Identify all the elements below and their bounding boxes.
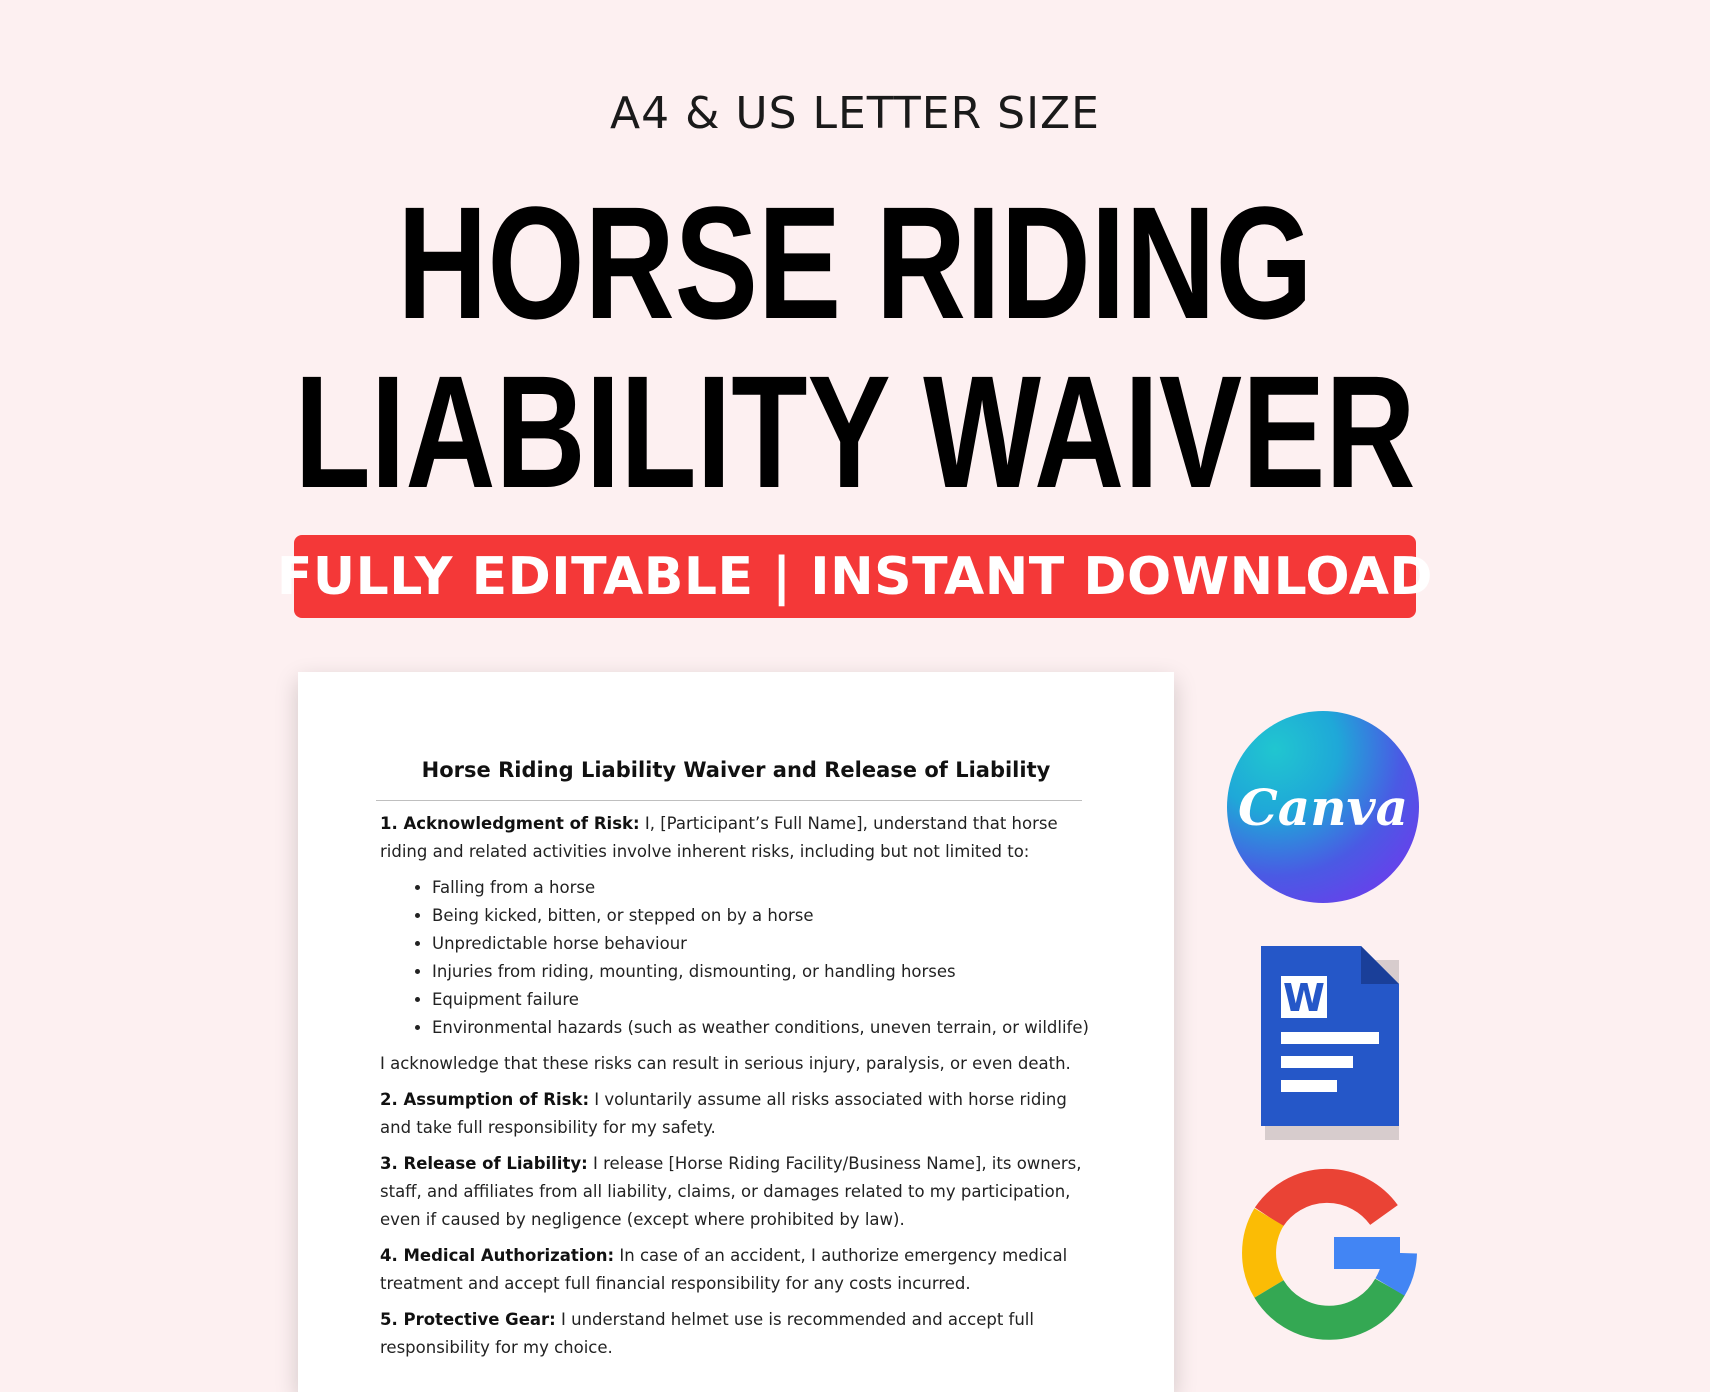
feature-banner-text: FULLY EDITABLE | INSTANT DOWNLOAD bbox=[276, 546, 1434, 607]
section-1-heading: 1. Acknowledgment of Risk: bbox=[380, 814, 640, 833]
section-5-text: I understand helmet use is recommended and accept full responsibility for my choice. bbox=[380, 1310, 1034, 1357]
word-document-icon bbox=[1261, 946, 1401, 1142]
title-line-2: LIABILITY WAIVER bbox=[294, 342, 1416, 521]
section-4-heading: 4. Medical Authorization: bbox=[380, 1246, 615, 1265]
section-2-text: I voluntarily assume all risks associated with horse riding and take full responsibility for my safety. bbox=[380, 1090, 1067, 1137]
document-body bbox=[380, 810, 1090, 1370]
section-3-heading: 3. Release of Liability: bbox=[380, 1154, 588, 1173]
list-item: • Falling from a horse bbox=[432, 874, 1090, 902]
section-4 bbox=[380, 1242, 1090, 1298]
google-logo-icon bbox=[1240, 1163, 1420, 1343]
section-1-text: I, [Participant’s Full Name], understand that horse riding and related activities involve inherent risks, including but not limited to: bbox=[380, 814, 1058, 861]
canva-logo-icon bbox=[1227, 711, 1419, 903]
section-2-heading: 2. Assumption of Risk: bbox=[380, 1090, 590, 1109]
section-1 bbox=[380, 810, 1090, 866]
subtitle: A4 & US LETTER SIZE bbox=[609, 88, 1100, 139]
feature-banner bbox=[276, 535, 1434, 618]
document-preview bbox=[298, 672, 1174, 1392]
document-title: Horse Riding Liability Waiver and Release of Liability bbox=[421, 758, 1051, 782]
list-item: • Injuries from riding, mounting, dismounting, or handling horses bbox=[432, 958, 1090, 986]
acknowledgment-text: I acknowledge that these risks can result in serious injury, paralysis, or even death. bbox=[380, 1054, 1071, 1073]
list-item: • Equipment failure bbox=[432, 986, 1090, 1014]
section-5-heading: 5. Protective Gear: bbox=[380, 1310, 556, 1329]
list-item: • Being kicked, bitten, or stepped on by a horse bbox=[432, 902, 1090, 930]
canva-logo-label: Canva bbox=[1238, 777, 1408, 837]
section-3 bbox=[380, 1150, 1090, 1234]
section-2 bbox=[380, 1086, 1090, 1142]
list-item: • Environmental hazards (such as weather conditions, uneven terrain, or wildlife) bbox=[432, 1014, 1090, 1042]
word-letter: W bbox=[1283, 976, 1325, 1020]
section-5 bbox=[380, 1306, 1090, 1362]
title-line-1: HORSE RIDING bbox=[397, 173, 1313, 352]
section-4-text: In case of an accident, I authorize emergency medical treatment and accept full financial responsibility for any costs incurred. bbox=[380, 1246, 1068, 1293]
section-3-text: I release [Horse Riding Facility/Business Name], its owners, staff, and affiliates from all liability, claims, or damages related to my participation, even if caused by negligence (except where prohibited by law). bbox=[380, 1154, 1082, 1229]
list-item: • Unpredictable horse behaviour bbox=[432, 930, 1090, 958]
document-title-rule bbox=[376, 800, 1082, 801]
risk-list bbox=[380, 874, 1090, 1042]
